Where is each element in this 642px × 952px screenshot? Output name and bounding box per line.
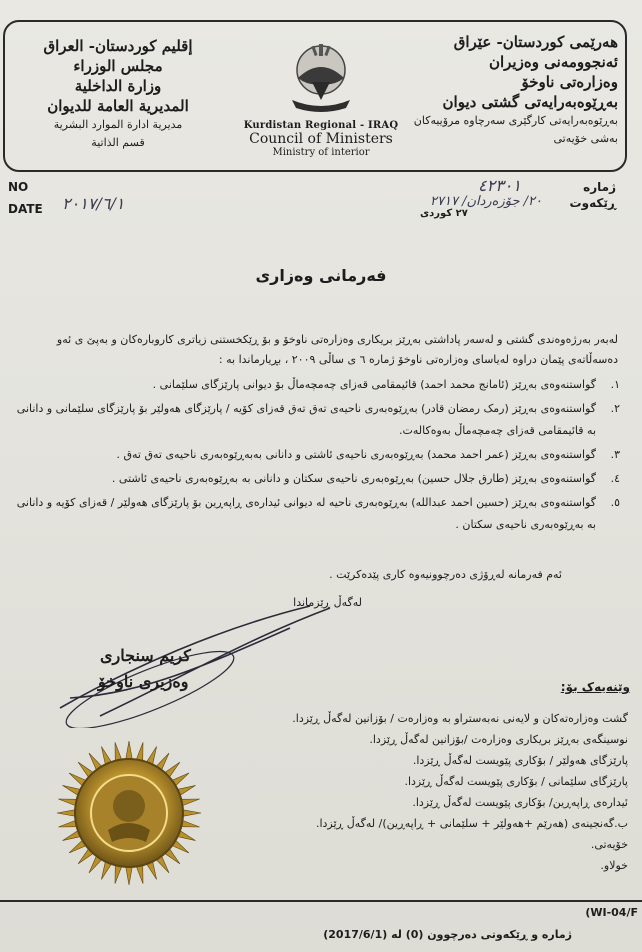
list-item: ئیدارەی ڕاپەڕین/ بۆکاری پێویست لەگەڵ ڕێزدا. [412, 796, 628, 809]
ku-line-hr: بەڕێوەبەرایەتی کارگێری سەرچاوە مرۆییەکان [413, 114, 618, 127]
page-title: فەرمانی وەزاری [255, 266, 387, 285]
ku-no-label: ژمارە [583, 180, 616, 194]
ku-line-directorate: بەڕێوەبەرایەتی گشتی دیوان [442, 93, 618, 111]
letterhead-kurdish [388, 32, 618, 148]
list-item: پارێزگای سلێمانی / بۆکاری پێویست لەگەڵ ڕێزدا. [404, 775, 628, 788]
ku-line-council: ئەنجوومەنی وەزیران [488, 53, 618, 71]
ku-date-label: ڕێکەوت [569, 196, 616, 210]
signature-title: وەزیری ناوخۆ [98, 672, 189, 691]
ku-line-ministry: وەزارەتی ناوخۆ [521, 73, 618, 91]
form-code: (WI-04/F [585, 906, 638, 919]
en-region: Kurdistan Regional - IRAQ [243, 120, 399, 131]
eagle-emblem-icon [284, 38, 358, 116]
letterhead-arabic [18, 36, 218, 152]
ar-line-region: إقليم كوردستان- العراق [43, 37, 193, 55]
no-label: NO [8, 180, 29, 194]
item-number: ٤. [610, 472, 620, 485]
item-number: ٣. [610, 448, 620, 461]
list-item [16, 444, 620, 466]
ar-line-ministry: وزارة الداخلية [74, 77, 162, 95]
item-number: ١. [610, 378, 620, 391]
footer-issue-info: ژمارە و ڕێکەوتی دەرچوون (0) لە (2017/6/1) [323, 928, 572, 941]
item-text: گواستنەوەی بەڕێز (رمک رمضان قادر) بەڕێوەبەری ناحیەی تەق تەق قەزای کۆیە / پارێزگای هەولێر بۆ پارێزگای سلێمانی و دانانی بە قائیمقامی قەزای چەمچەماڵ بەوەکالەت. [16, 402, 596, 437]
regards-line: لەگەڵ ڕێزماندا [293, 596, 362, 609]
item-number: ٢. [610, 402, 620, 415]
en-ministry: Ministry of interior [272, 147, 370, 158]
ku-line-section: بەشی خۆیەتی [553, 132, 618, 145]
list-item [16, 374, 620, 396]
item-number: ٥. [610, 496, 620, 509]
en-council: Council of Ministers [249, 131, 393, 147]
copies-heading: وێنەیەک بۆ: [560, 680, 630, 694]
ar-line-section: قسم الذاتية [91, 136, 145, 149]
list-item: خولاو. [600, 859, 628, 872]
footer-divider [0, 900, 642, 902]
copies-list [188, 708, 628, 876]
decision-list [16, 374, 620, 538]
signature-name: کریم سنجاری [100, 646, 191, 665]
list-item [16, 468, 620, 490]
item-text: گواستنەوەی بەڕێز (طارق جلال حسین) بەڕێوەبەری ناحیەی سکتان و دانانی بە بەڕێوەبەری ناحیەی ئاشتی . [111, 472, 596, 485]
ar-line-hr: مديرية ادارة الموارد البشرية [53, 118, 183, 131]
gold-seal-icon [48, 738, 210, 888]
item-text: گواستنەوەی بەڕێز (حسین احمد عبدالله) بەڕێوەبەری ناحیە لە دیوانی ئیدارەی ڕاپەڕین بۆ پارێزگای هەولێر / قەزای کۆیە و دانانی بە بەڕێوەبەری ناحیەی سکتان . [16, 496, 596, 531]
ar-line-directorate: المديرية العامة للديوان [47, 97, 189, 115]
date-label: DATE [8, 202, 43, 216]
list-item: خۆیەتی. [590, 838, 628, 851]
list-item [16, 398, 620, 442]
ku-line-region: هەرێمی کوردستان- عێراق [453, 33, 618, 51]
list-item: ب.گەنجینەی (هەرێم +هەولێر + سلێمانی + ڕاپەڕین)/ لەگەڵ ڕێزدا. [315, 817, 628, 830]
ku-date-handwritten: ٢٠/ جۆزەردان/ ٢٧١٧ [430, 194, 542, 209]
date-handwritten: ٢٠١٧/٦/١ [62, 194, 125, 213]
no-handwritten: ٤٢٣٠١ [478, 176, 521, 195]
item-text: گواستنەوەی بەڕێز (ئامانج محمد احمد) قائیمقامی قەزای چەمچەماڵ بۆ دیوانی پارێزگای سلێمانی . [152, 378, 596, 391]
list-item: پارێزگای هەولێر / بۆکاری پێویست لەگەڵ ڕێزدا. [412, 754, 628, 767]
letterhead-english [236, 120, 406, 158]
intro-paragraph: لەبەر بەرژەوەندی گشتی و لەسەر پاداشتی بەڕێز بریکاری وەزارەتی ناوخۆ و بۆ ڕێکخستنی زیاتری کاروبارەکان و بەپێ ی ئەو دەسەڵاتەی پێمان دراوە لەیاسای وەزارەتی ناوخۆ ژمارە ٦ ی ساڵی ٢٠٠٩ ، بڕیارماندا بە : [56, 333, 618, 366]
ar-line-council: مجلس الوزراء [73, 57, 163, 75]
ku-year-label: ٢٧ كوردى [420, 208, 468, 219]
closing-line: ئەم فەرمانە لەڕۆژی دەرچوونیەوە کاری پێدەکرێت . [329, 568, 562, 581]
list-item [16, 492, 620, 536]
list-item: گشت وەزارەتەکان و لایەنی نەبەستراو بە وەزارەت / بۆزانین لەگەڵ ڕێزدا. [292, 712, 628, 725]
item-text: گواستنەوەی بەڕێز (عمر احمد محمد) بەڕێوەبەری ناحیەی ئاشتی و دانانی بەبەڕێوەبەری ناحیەی تەق تەق . [116, 448, 596, 461]
list-item: نوسینگەی بەڕێز بریکاری وەزارەت /بۆزانین لەگەڵ ڕێزدا. [369, 733, 628, 746]
